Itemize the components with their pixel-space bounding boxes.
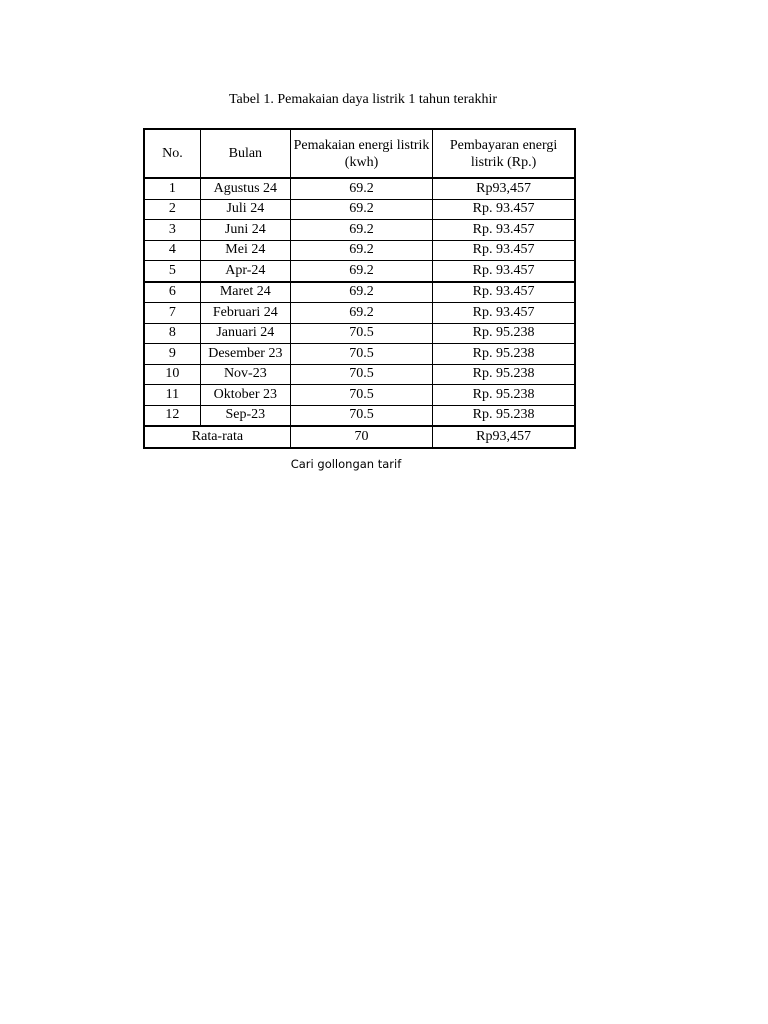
cell-bulan: Apr-24	[200, 261, 290, 282]
average-label: Rata-rata	[144, 426, 290, 448]
table-row	[144, 364, 575, 385]
cell-no: 8	[144, 323, 200, 344]
cell-kwh: 69.2	[290, 261, 432, 282]
average-rp: Rp93,457	[433, 426, 575, 448]
cell-kwh: 69.2	[290, 240, 432, 261]
cell-no: 3	[144, 220, 200, 241]
cell-rp: Rp. 95.238	[433, 405, 575, 426]
table-row	[144, 405, 575, 426]
cell-kwh: 70.5	[290, 364, 432, 385]
cell-bulan: Agustus 24	[200, 178, 290, 199]
cell-rp: Rp. 93.457	[433, 240, 575, 261]
cell-rp: Rp. 95.238	[433, 364, 575, 385]
cell-rp: Rp. 93.457	[433, 282, 575, 303]
cell-no: 7	[144, 303, 200, 324]
table-row	[144, 240, 575, 261]
average-row	[144, 426, 575, 448]
cell-no: 1	[144, 178, 200, 199]
cell-no: 2	[144, 199, 200, 220]
cell-bulan: Desember 23	[200, 344, 290, 365]
cell-rp: Rp. 95.238	[433, 385, 575, 406]
table-row	[144, 282, 575, 303]
table-row	[144, 344, 575, 365]
table-row	[144, 261, 575, 282]
table-row	[144, 323, 575, 344]
cell-bulan: Februari 24	[200, 303, 290, 324]
cell-no: 4	[144, 240, 200, 261]
cell-bulan: Mei 24	[200, 240, 290, 261]
header-rp: Pembayaran energi listrik (Rp.)	[433, 129, 575, 178]
cell-bulan: Juni 24	[200, 220, 290, 241]
cell-rp: Rp93,457	[433, 178, 575, 199]
cell-bulan: Maret 24	[200, 282, 290, 303]
cell-rp: Rp. 95.238	[433, 323, 575, 344]
table-caption: Tabel 1. Pemakaian daya listrik 1 tahun terakhir	[228, 92, 498, 107]
cell-no: 12	[144, 405, 200, 426]
header-no: No.	[144, 129, 200, 178]
cell-rp: Rp. 95.238	[433, 344, 575, 365]
cell-bulan: Oktober 23	[200, 385, 290, 406]
cell-rp: Rp. 93.457	[433, 199, 575, 220]
cell-no: 10	[144, 364, 200, 385]
cell-bulan: Nov-23	[200, 364, 290, 385]
cell-kwh: 70.5	[290, 405, 432, 426]
cell-rp: Rp. 93.457	[433, 261, 575, 282]
cell-kwh: 70.5	[290, 385, 432, 406]
average-kwh: 70	[290, 426, 432, 448]
cell-bulan: Januari 24	[200, 323, 290, 344]
table-row	[144, 199, 575, 220]
table-header-row	[144, 129, 575, 178]
cell-kwh: 69.2	[290, 220, 432, 241]
header-bulan: Bulan	[200, 129, 290, 178]
cell-kwh: 69.2	[290, 282, 432, 303]
cell-kwh: 70.5	[290, 344, 432, 365]
cell-kwh: 69.2	[290, 199, 432, 220]
cell-no: 11	[144, 385, 200, 406]
table-row	[144, 178, 575, 199]
cell-no: 5	[144, 261, 200, 282]
cell-kwh: 70.5	[290, 323, 432, 344]
cell-rp: Rp. 93.457	[433, 220, 575, 241]
cell-no: 9	[144, 344, 200, 365]
table-row	[144, 220, 575, 241]
cell-no: 6	[144, 282, 200, 303]
tariff-note: Cari gollongan tarif	[290, 457, 402, 471]
cell-rp: Rp. 93.457	[433, 303, 575, 324]
cell-kwh: 69.2	[290, 178, 432, 199]
electricity-usage-table	[143, 128, 576, 449]
cell-bulan: Juli 24	[200, 199, 290, 220]
header-kwh: Pemakaian energi listrik (kwh)	[290, 129, 432, 178]
cell-kwh: 69.2	[290, 303, 432, 324]
table-row	[144, 303, 575, 324]
cell-bulan: Sep-23	[200, 405, 290, 426]
table-row	[144, 385, 575, 406]
